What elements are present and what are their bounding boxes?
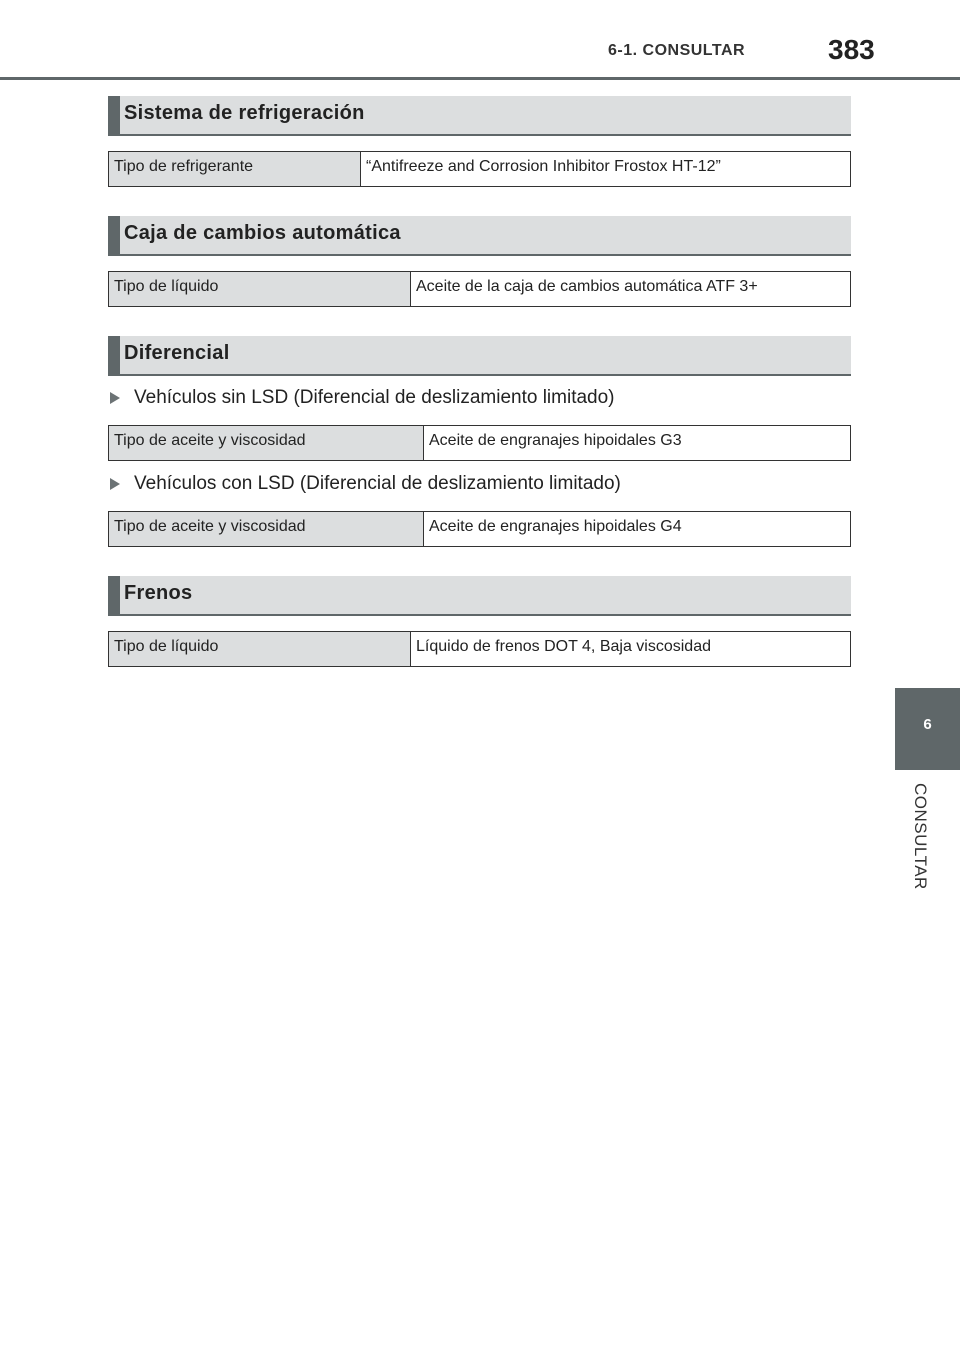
section-bar — [108, 336, 120, 374]
section-bar — [108, 216, 120, 254]
spec-row-transmission-fluid — [108, 271, 851, 307]
section-bar — [108, 576, 120, 614]
spec-row-coolant — [108, 151, 851, 187]
spec-key: Tipo de aceite y viscosidad — [109, 426, 424, 460]
triangle-bullet-icon — [110, 392, 120, 404]
section-title: Frenos — [124, 582, 193, 604]
triangle-bullet-icon — [110, 478, 120, 490]
section-header-differential — [108, 336, 851, 376]
section-bar — [108, 96, 120, 134]
chapter-tab — [895, 688, 960, 770]
chapter-tab-label: CONSULTAR — [911, 783, 930, 890]
spec-key: Tipo de refrigerante — [109, 152, 361, 186]
spec-value: “Antifreeze and Corrosion Inhibitor Frostox HT-12” — [361, 152, 850, 186]
section-title: Sistema de refrigeración — [124, 102, 365, 124]
header-rule — [0, 77, 960, 80]
section-header-cooling — [108, 96, 851, 136]
section-title: Caja de cambios automática — [124, 222, 401, 244]
bullet-text: Vehículos sin LSD (Diferencial de deslizamiento limitado) — [134, 387, 615, 408]
page-header — [0, 0, 960, 80]
spec-value: Aceite de engranajes hipoidales G4 — [424, 512, 850, 546]
page-number: 383 — [828, 34, 875, 65]
bullet-text: Vehículos con LSD (Diferencial de deslizamiento limitado) — [134, 473, 621, 494]
spec-key: Tipo de aceite y viscosidad — [109, 512, 424, 546]
spec-row-differential-g4 — [108, 511, 851, 547]
bullet-without-lsd — [108, 387, 615, 409]
section-title: Diferencial — [124, 342, 230, 364]
chapter-title: 6-1. CONSULTAR — [608, 42, 746, 59]
section-header-transmission — [108, 216, 851, 256]
spec-value: Líquido de frenos DOT 4, Baja viscosidad — [411, 632, 850, 666]
spec-value: Aceite de engranajes hipoidales G3 — [424, 426, 850, 460]
chapter-tab-number: 6 — [923, 716, 932, 733]
spec-row-differential-g3 — [108, 425, 851, 461]
spec-key: Tipo de líquido — [109, 632, 411, 666]
spec-row-brake-fluid — [108, 631, 851, 667]
section-header-brakes — [108, 576, 851, 616]
spec-value: Aceite de la caja de cambios automática ATF 3+ — [411, 272, 850, 306]
bullet-with-lsd — [108, 473, 621, 495]
spec-key: Tipo de líquido — [109, 272, 411, 306]
